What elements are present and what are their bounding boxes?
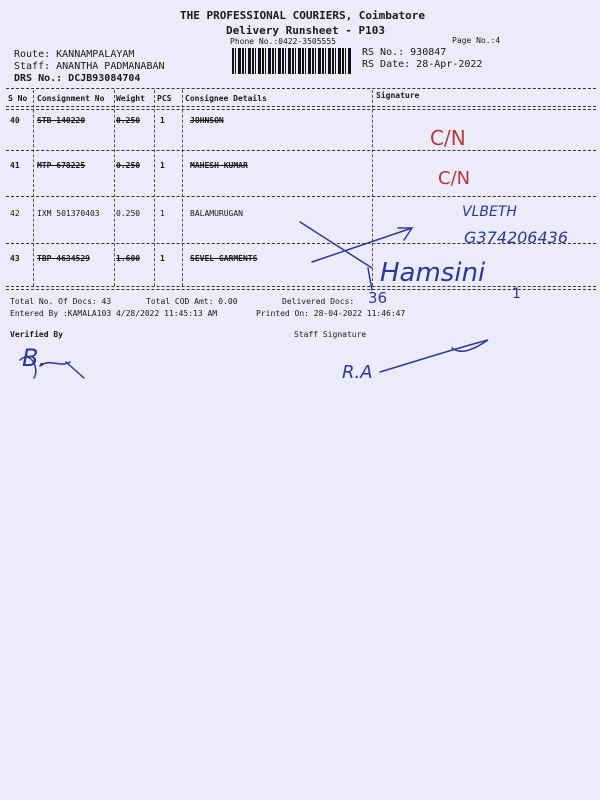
col-consignment: Consignment No [37,94,105,103]
row-weight: 0.250 [116,209,141,218]
row-consignment: MTP 678225 [37,161,86,170]
drs-number: DRS No.: DCJB93084704 [14,73,141,84]
rs-date: RS Date: 28-Apr-2022 [362,59,483,70]
row-pcs: 1 [160,116,165,125]
printed-on: Printed On: 28-04-2022 11:46:47 [256,309,406,318]
entered-by: Entered By :KAMALA103 4/28/2022 11:45:13 AM [10,309,218,318]
total-docs: Total No. Of Docs: 43 [10,297,112,306]
row-pcs: 1 [160,161,165,170]
verified-signature: B. [22,344,47,372]
phone-number: Phone No.:0422-3505555 [230,37,336,46]
row-consignment: STB 140220 [37,116,86,125]
col-consignee: Consignee Details [185,94,267,103]
row-consignee: BALAMURUGAN [190,209,243,218]
row-weight: 0.250 [116,116,141,125]
handwritten-note: G374206436 [464,228,569,247]
row-weight: 0.250 [116,161,141,170]
handwritten-note: C/N [438,168,471,189]
runsheet-title: Delivery Runsheet - P103 [226,24,385,37]
arrow-stroke [312,228,412,262]
row-sno: 43 [10,254,20,263]
staff-signature: R.A [342,362,373,383]
company-name: THE PROFESSIONAL COURIERS, Coimbatore [180,9,426,22]
handwritten-delivered-count: 36 [368,289,388,307]
staff: Staff: ANANTHA PADMANABAN [14,61,165,72]
row-pcs: 1 [160,209,165,218]
handwritten-note: C/N [430,126,466,150]
total-cod: Total COD Amt: 0.00 [146,297,238,306]
col-weight: Weight [116,94,145,103]
row-pcs: 1 [160,254,165,263]
row-consignment: TBP 4634529 [37,254,90,263]
verified-by-label: Verified By [10,330,63,339]
row-sno: 42 [10,209,20,218]
row-consignee: JOHNSON [190,116,224,125]
delivered-docs: Delivered Docs: [282,297,355,306]
route: Route: KANNAMPALAYAM [14,49,135,60]
handwritten-note: VLBETH [462,204,517,220]
page-number: Page No.:4 [452,36,501,45]
col-sno: S No [8,94,28,103]
col-signature: Signature [376,91,420,100]
row-sno: 41 [10,161,20,170]
handwritten-signature: Hamsini [380,258,486,288]
tick-stroke [368,268,372,290]
row-sno: 40 [10,116,20,125]
staff-scribble [380,340,488,372]
row-weight: 1.600 [116,254,141,263]
col-pcs: PCS [157,94,172,103]
row-consignee: SEVEL GARMENTS [190,254,258,263]
rs-number: RS No.: 930847 [362,47,447,58]
handwritten-non-delivered-count: 1 [512,286,521,302]
verified-scribble [20,357,84,378]
row-consignee: MAHESH KUMAR [190,161,248,170]
row-consignment: IXM 501370403 [37,209,100,218]
staff-signature-label: Staff Signature [294,330,367,339]
